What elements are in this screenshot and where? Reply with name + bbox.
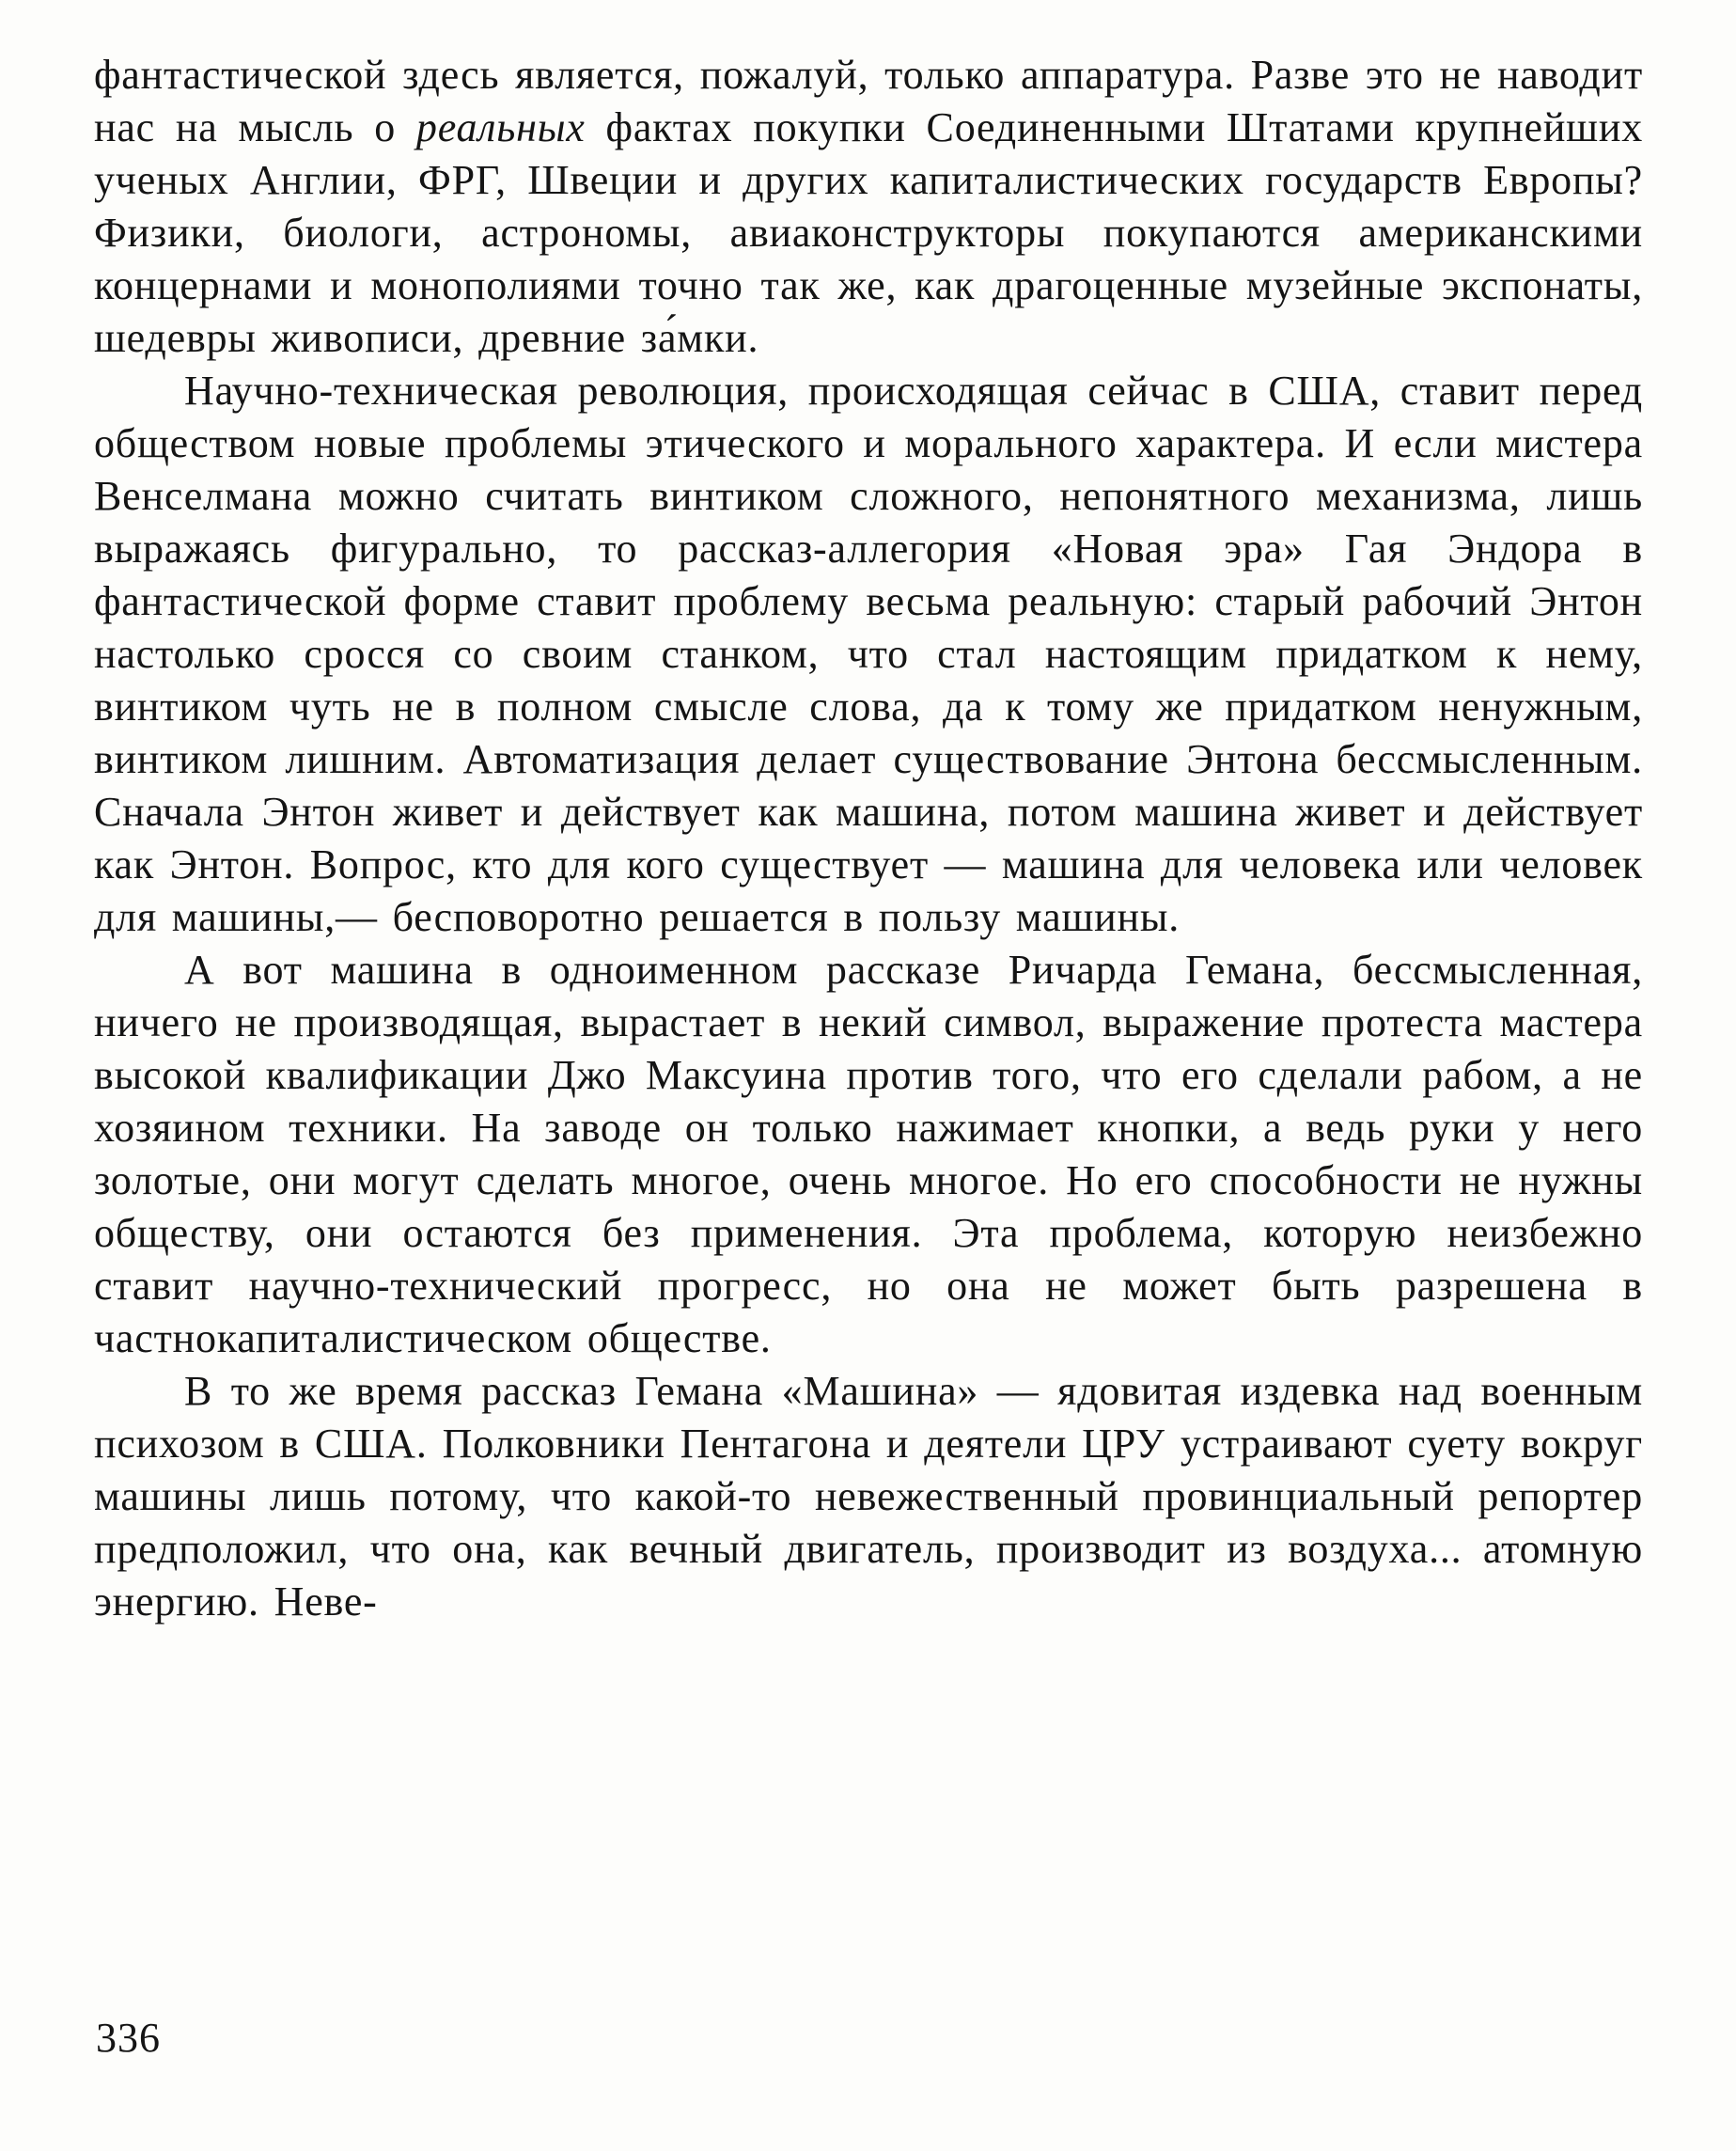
text-segment: фантастической здесь является, пожалуй, только аппаратура. Разве это не наводит нас на мысль о bbox=[94, 52, 1643, 150]
text-segment: В то же время рассказ Гемана «Машина» — ядовитая издевка над военным психозом в США. Полковники Пентагона и деятели ЦРУ устраивают суету вокруг машины лишь потому, что какой-то невежественный провинциальный репортер предположил, что она, как вечный двигатель, производит из воздуха... атомную энергию. Неве- bbox=[94, 1368, 1643, 1625]
emphasis-text: реальных bbox=[415, 104, 586, 150]
text-segment: Научно-техническая революция, происходящая сейчас в США, ставит перед обществом новые проблемы этического и морального характера. И если мистера Венселмана можно считать винтиком сложного, непонятного механизма, лишь выражаясь фигурально, то рассказ-аллегория «Новая эра» Гая Эндора в фантастической форме ставит проблему весьма реальную: старый рабочий Энтон настолько сросся со своим станком, что стал настоящим придатком к нему, винтиком чуть не в полном смысле слова, да к тому же придатком ненужным, винтиком лишним. Автоматизация делает существование Энтона бессмысленным. Сначала Энтон живет и действует как машина, потом машина живет и действует как Энтон. Вопрос, кто для кого существует — машина для человека или человек для машины,— бесповоротно решается в пользу машины. bbox=[94, 368, 1643, 940]
paragraph bbox=[94, 49, 1643, 365]
paragraph bbox=[94, 944, 1643, 1365]
text-segment: А вот машина в одноименном рассказе Ричарда Гемана, бессмысленная, ничего не производящая, вырастает в некий символ, выражение протеста мастера высокой квалификации Джо Максуина против того, что его сделали рабом, а не хозяином техники. На заводе он только нажимает кнопки, а ведь руки у него золотые, они могут сделать многое, очень многое. Но его способности не нужны обществу, они остаются без применения. Эта проблема, которую неизбежно ставит научно-технический прогресс, но она не может быть разрешена в частнокапиталистическом обществе. bbox=[94, 947, 1643, 1361]
text-segment: фактах покупки Соединенными Штатами крупнейших ученых Англии, ФРГ, Швеции и других капиталистических государств Европы? Физики, биологи, астрономы, авиаконструкторы покупаются американскими концернами и монополиями точно так же, как драгоценные музейные экспонаты, шедевры живописи, древние за́мки. bbox=[94, 104, 1644, 361]
paragraph bbox=[94, 365, 1643, 944]
page-text bbox=[94, 49, 1643, 1628]
paragraph bbox=[94, 1365, 1643, 1628]
page-number: 336 bbox=[96, 2015, 161, 2061]
